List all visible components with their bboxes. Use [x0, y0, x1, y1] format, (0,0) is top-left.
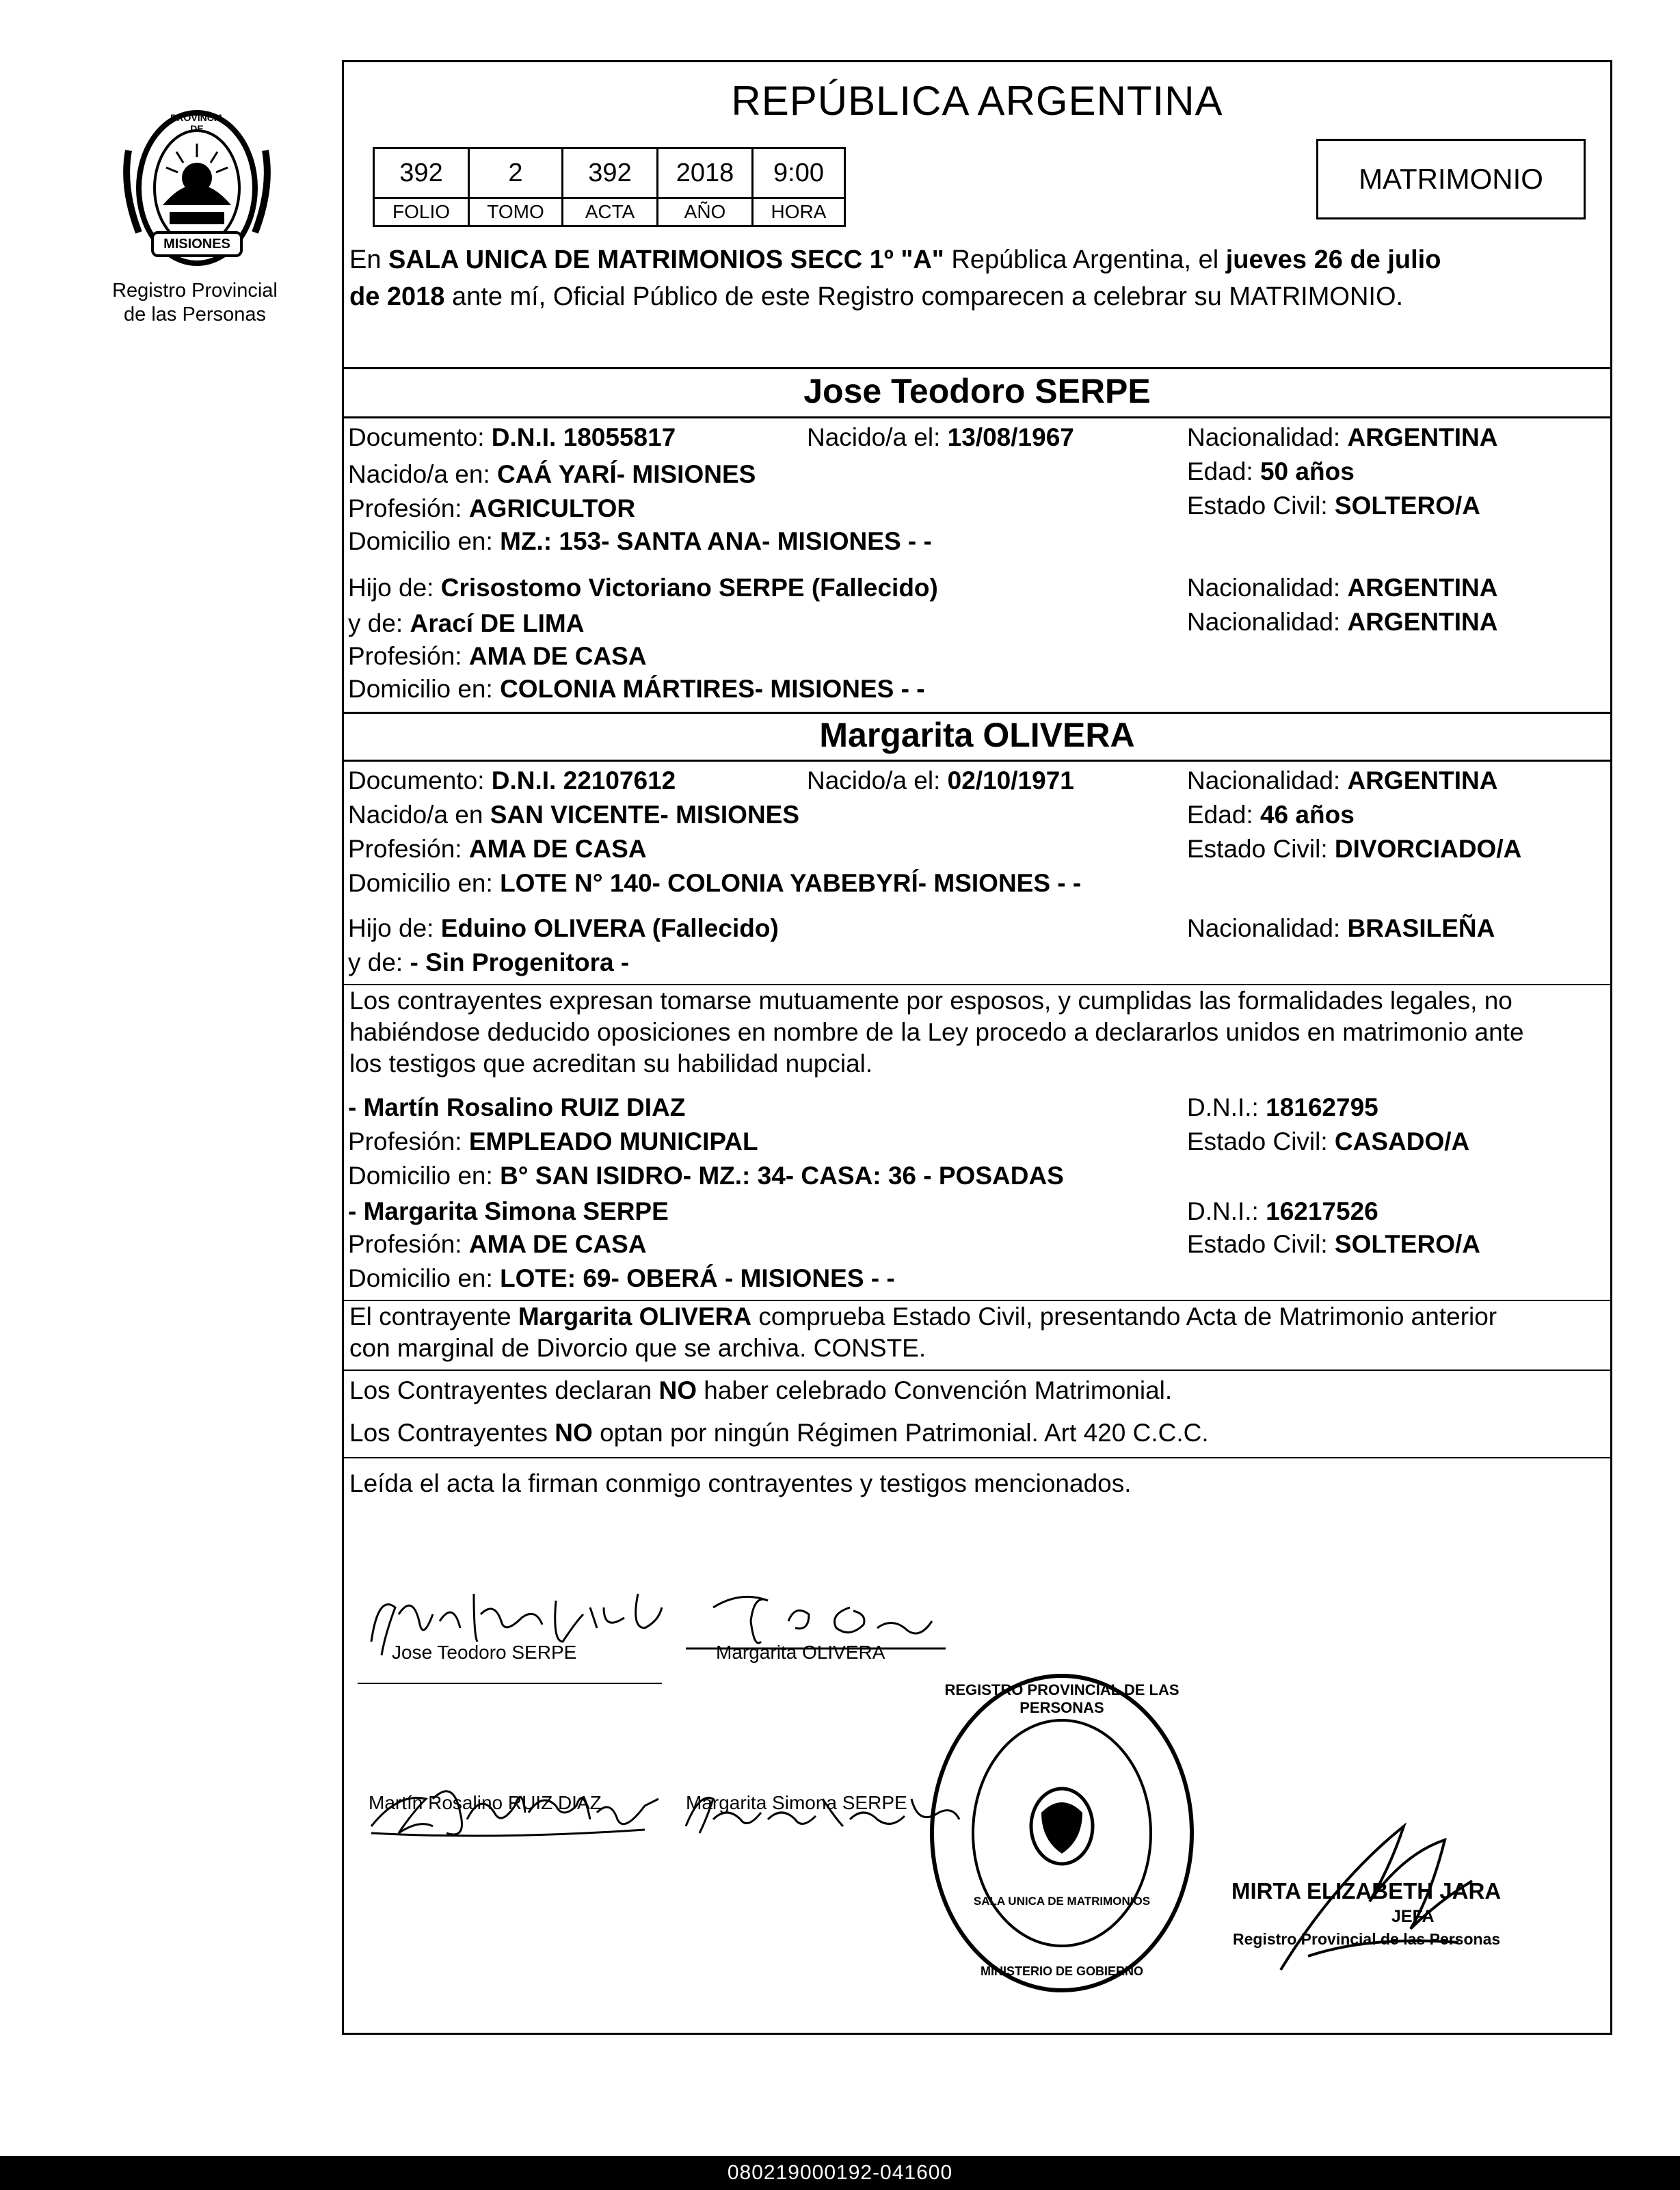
spouse1-address: Domicilio en: MZ.: 153- SANTA ANA- MISIONES - -: [348, 527, 932, 555]
page-title: REPÚBLICA ARGENTINA: [731, 78, 1223, 124]
divider: [344, 367, 1610, 369]
document-code: 080219000192-041600: [727, 2161, 953, 2184]
official-stamp: [925, 1669, 1199, 1997]
stamp-bottom-text: MINISTERIO DE GOBIERNO: [980, 1964, 1144, 1978]
seal-text-bottom: MISIONES: [163, 237, 230, 252]
signature-name-witness1: Martín Rosalino RUIZ DIAZ: [369, 1792, 602, 1813]
spouse1-mother-address: Domicilio en: COLONIA MÁRTIRES- MISIONES - -: [348, 675, 925, 703]
convention-line: Los Contrayentes declaran NO haber celebrado Convención Matrimonial.: [349, 1376, 1173, 1404]
witness1-profession: Profesión: EMPLEADO MUNICIPAL: [348, 1127, 758, 1156]
declaration-line: los testigos que acreditan su habilidad nupcial.: [349, 1050, 873, 1078]
spouse2-birth-place: Nacido/a en SAN VICENTE- MISIONES: [348, 801, 800, 829]
spouse1-father-nationality: Nacionalidad: ARGENTINA: [1187, 574, 1498, 602]
intro-text: ante mí, Oficial Público de este Registro comparecen a celebrar su MATRIMONIO.: [444, 282, 1404, 311]
intro-date: jueves 26 de julio: [1225, 245, 1441, 274]
act-type-box: MATRIMONIO: [1316, 139, 1586, 219]
spouse2-nationality: Nacionalidad: ARGENTINA: [1187, 766, 1498, 794]
spouse1-name: Jose Teodoro SERPE: [803, 372, 1151, 410]
witness1-name: - Martín Rosalino RUIZ DIAZ: [348, 1093, 686, 1121]
folio-value: 392: [374, 148, 469, 198]
spouse2-document: Documento: D.N.I. 22107612: [348, 766, 676, 794]
closing-statement: Leída el acta la firman conmigo contrayentes y testigos mencionados.: [349, 1469, 1132, 1497]
ano-label: AÑO: [658, 198, 753, 226]
spouse1-age: Edad: 50 años: [1187, 457, 1355, 485]
witness2-civil-status: Estado Civil: SOLTERO/A: [1187, 1230, 1481, 1258]
registry-table: [373, 147, 846, 227]
divider: [344, 712, 1610, 714]
signature-name-spouse1: Jose Teodoro SERPE: [392, 1642, 577, 1663]
stamp-inner-text: SALA UNICA DE MATRIMONIOS: [973, 1895, 1151, 1908]
divider: [344, 416, 1610, 418]
spouse1-nationality: Nacionalidad: ARGENTINA: [1187, 423, 1498, 451]
witness2-dni: D.N.I.: 16217526: [1187, 1197, 1378, 1225]
spouse1-birth-place: Nacido/a en: CAÁ YARÍ- MISIONES: [348, 460, 756, 488]
stamp-ring-text: REGISTRO PROVINCIAL DE LAS PERSONAS: [944, 1681, 1179, 1716]
spouse1-profession: Profesión: AGRICULTOR: [348, 494, 636, 522]
regime-line: Los Contrayentes NO optan por ningún Régimen Patrimonial. Art 420 C.C.C.: [349, 1419, 1209, 1447]
witness1-address: Domicilio en: B° SAN ISIDRO- MZ.: 34- CASA: 36 - POSADAS: [348, 1162, 1064, 1190]
intro-year: de 2018: [349, 282, 445, 311]
hora-label: HORA: [753, 198, 845, 226]
hora-value: 9:00: [753, 148, 845, 198]
document-code-bar: [0, 2156, 1680, 2190]
civil-status-note: El contrayente Margarita OLIVERA comprueba Estado Civil, presentando Acta de Matrimonio anterior con marginal de Divorcio que se archiva. CONSTE.: [349, 1303, 1497, 1362]
declaration-line: Los contrayentes expresan tomarse mutuamente por esposos, y cumplidas las formalidades legales, no: [349, 987, 1512, 1015]
spouse1-document: Documento: D.N.I. 18055817: [348, 423, 676, 451]
marriage-certificate: [342, 60, 1612, 2035]
official-role: JEFA: [1391, 1907, 1435, 1926]
declaration-paragraph: [349, 985, 1608, 1080]
spouse2-address: Domicilio en: LOTE N° 140- COLONIA YABEBYRÍ- MSIONES - -: [348, 869, 1082, 897]
folio-label: FOLIO: [374, 198, 469, 226]
spouse2-father: Hijo de: Eduino OLIVERA (Fallecido): [348, 914, 779, 942]
spouse2-birth-date: Nacido/a el: 02/10/1971: [807, 766, 1074, 794]
ano-value: 2018: [658, 148, 753, 198]
official-name: MIRTA ELIZABETH JARA: [1231, 1878, 1502, 1904]
witness1-civil-status: Estado Civil: CASADO/A: [1187, 1127, 1470, 1156]
intro-text: En: [349, 245, 389, 274]
spouse1-civil-status: Estado Civil: SOLTERO/A: [1187, 492, 1481, 520]
intro-place: SALA UNICA DE MATRIMONIOS SECC 1º "A": [388, 245, 944, 274]
divider: [344, 1370, 1610, 1371]
divider: [344, 760, 1610, 762]
declaration-line: habiéndose deducido oposiciones en nombre de la Ley procedo a declararlos unidos en matrimonio ante: [349, 1018, 1524, 1046]
intro-paragraph: [349, 241, 1601, 315]
spouse1-mother: y de: Arací DE LIMA: [348, 609, 585, 637]
spouse1-birth-date: Nacido/a el: 13/08/1967: [807, 423, 1074, 451]
spouse2-profession: Profesión: AMA DE CASA: [348, 835, 647, 863]
witness2-name: - Margarita Simona SERPE: [348, 1197, 669, 1225]
acta-label: ACTA: [563, 198, 658, 226]
spouse1-mother-profession: Profesión: AMA DE CASA: [348, 642, 647, 670]
seal-text-top: PROVINCIA DE: [170, 112, 224, 134]
intro-text: República Argentina, el: [944, 245, 1226, 274]
tomo-value: 2: [469, 148, 563, 198]
witness1-dni: D.N.I.: 18162795: [1187, 1093, 1378, 1121]
signature-name-witness2: Margarita Simona SERPE: [686, 1792, 907, 1813]
spouse2-age: Edad: 46 años: [1187, 801, 1355, 829]
spouse2-mother: y de: - Sin Progenitora -: [348, 948, 630, 976]
registry-name: [75, 279, 315, 327]
official-office: Registro Provincial de las Personas: [1233, 1930, 1501, 1948]
registry-name-line1: Registro Provincial: [112, 280, 278, 302]
province-logo: [115, 103, 279, 273]
divider: [344, 1457, 1610, 1458]
registry-stamp-icon: [925, 1669, 1199, 1997]
acta-value: 392: [563, 148, 658, 198]
witness2-profession: Profesión: AMA DE CASA: [348, 1230, 647, 1258]
registry-name-line2: de las Personas: [124, 304, 266, 325]
witness2-address: Domicilio en: LOTE: 69- OBERÁ - MISIONES - -: [348, 1264, 895, 1292]
tomo-label: TOMO: [469, 198, 563, 226]
spouse2-father-nationality: Nacionalidad: BRASILEÑA: [1187, 914, 1495, 942]
signature-line: [358, 1683, 662, 1684]
spouse1-father: Hijo de: Crisostomo Victoriano SERPE (Fallecido): [348, 574, 938, 602]
spouse2-name: Margarita OLIVERA: [819, 716, 1135, 754]
signature-name-spouse2: Margarita OLIVERA: [716, 1642, 885, 1663]
spouse1-mother-nationality: Nacionalidad: ARGENTINA: [1187, 608, 1498, 636]
spouse2-civil-status: Estado Civil: DIVORCIADO/A: [1187, 835, 1522, 863]
